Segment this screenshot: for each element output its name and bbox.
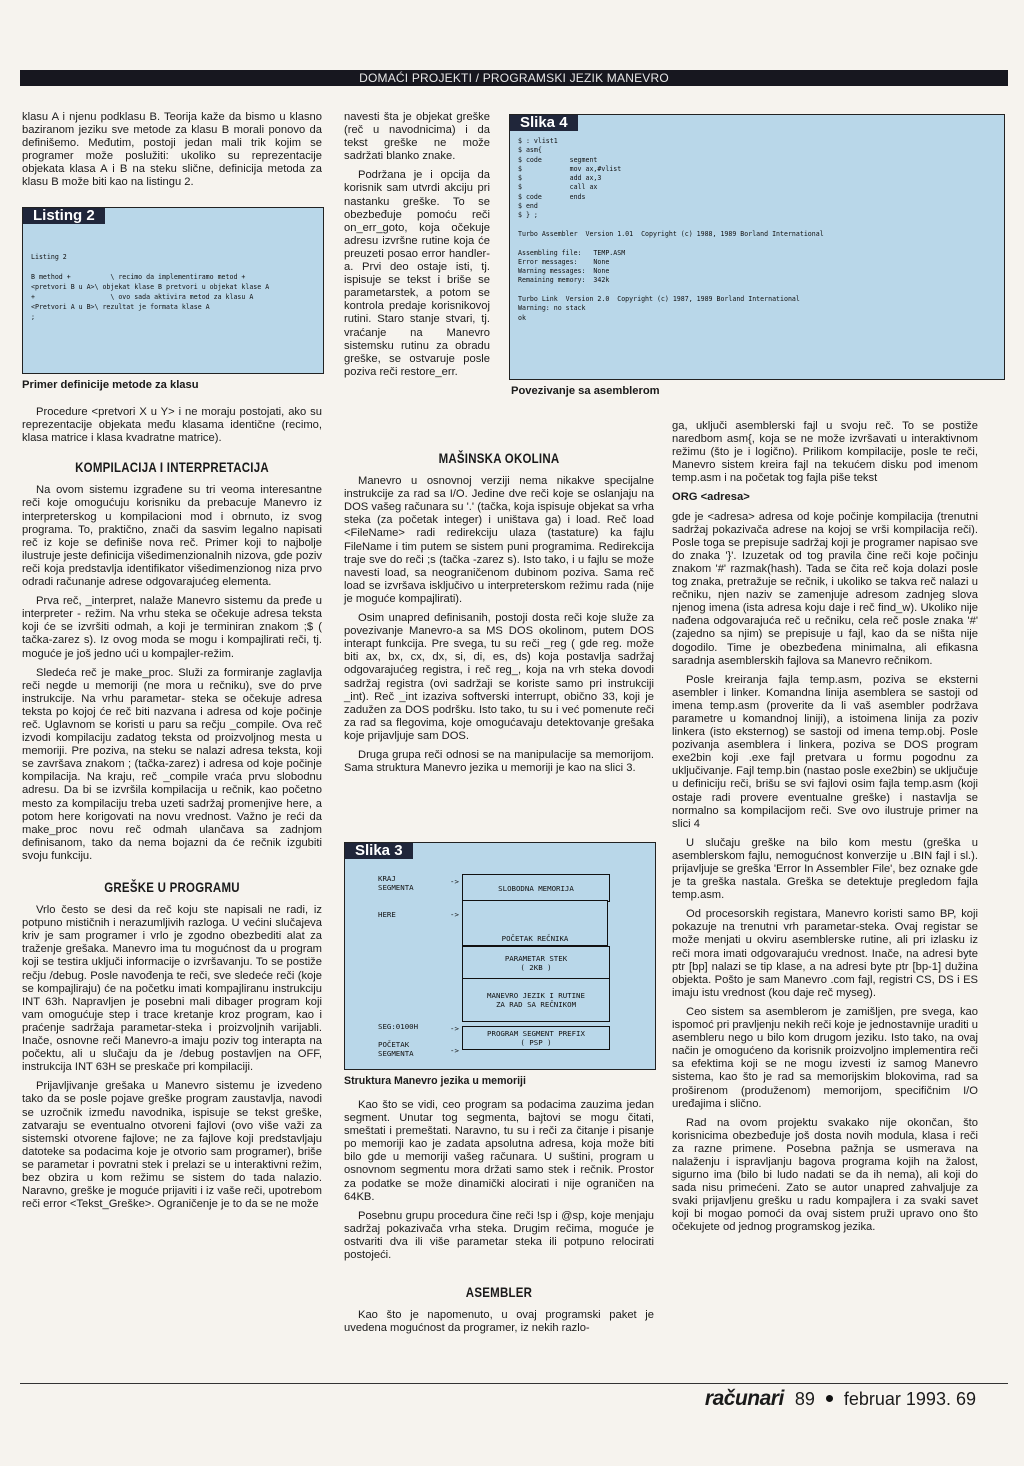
listing-2-caption: Primer definicije metode za klasu <box>22 379 199 391</box>
paragraph: Rad na ovom projektu svakako nije okončan, što korisnicima obezbeđuje još dosta novih modula, klasa i reči za razne primene. Posebna pažnja se usmerava na nalaženju i ispravljanju bagova programa kojih na žalost, sigurno ima (bilo bi ludo nadati se da ih nema), ali koji do sada nisu primećeni. Zato se autor unapred zahvaljuje za svaki prijavljenu grešku u radu kompajlera i za svaki savet koji bi mogao pomoći da ovaj sistem pruži upravo ono što očekujete od jednog programskog jezika. <box>672 1116 978 1234</box>
paragraph: navesti šta je objekat greške (reč u navodnicima) i da tekst greške ne može sadržati blanko znake. <box>344 111 490 163</box>
paragraph: Druga grupa reči odnosi se na manipulacije sa memorijom. Sama struktura Manevro jezika u memoriji je kao na slici 3. <box>344 748 654 775</box>
paragraph: Prijavljivanje grešaka u Manevro sistemu je izvedeno tako da se posle pojave greške program zaustavlja, navodi se uzročnik između navodnika, ispisuje se tekst greške, zatvaraju se eventualno otvoreni fajlovi (ovo više važi za sistemski otvorene fajlove; ne za fajlove koji predstavljaju datoteke sa podacima koje je otvorio sam programer), briše se parametar i povratni stek i prelazi se u interaktivni režim, bez obzira u kom režimu se sistem do tada nalazio. Naravno, greške je moguće prijaviti i iz vaše reči, upotrebom reči error <Tekst_Greške>. Ograničenje je to da se ne može <box>22 1080 322 1211</box>
column-1 <box>22 111 322 196</box>
paragraph: Na ovom sistemu izgrađene su tri veoma interesantne reči koje omogućuju korisniku da prebacuje Manevro iz interpreterskog u kompilacioni mod i obrnuto, iz svog programa. To, praktično, znači da sasvim legalno napisati reč iz koje se definiše nova reč. Primer koji to najbolje ilustruje jeste definicija višedimenzionalnih nizova, gde poziv reči koja predstavlja identifikator višedimenzionog niza prvo odradi računanje adrese odgovarajućeg elementa. <box>22 484 322 589</box>
arrow-seg: -> <box>450 1024 459 1033</box>
memory-free: SLOBODNA MEMORIJA <box>462 874 610 902</box>
slika-3-caption: Struktura Manevro jezika u memoriji <box>344 1075 526 1087</box>
arrow-pocetak: -> <box>450 1046 459 1055</box>
section-header: DOMAĆI PROJEKTI / PROGRAMSKI JEZIK MANEVRO <box>20 70 1008 86</box>
paragraph: ga, uključi asemblerski fajl u svoju reč. To se postiže naredbom asm{, koja se ne može izvršavati u interaktivnom režimu (što je i logično). Prilikom kompilacije, posle te reči, Manevro sistem kreira fajl na tekućem disku pod imenom temp.asm i na početak tog fajla piše tekst <box>672 420 978 485</box>
label-here: HERE <box>378 910 396 919</box>
label-kraj-segmenta: KRAJ SEGMENTA <box>378 874 414 892</box>
bullet-icon <box>826 1395 833 1402</box>
paragraph: Od procesorskih registara, Manevro koristi samo BP, koji pokazuje na trenutni vrh parametar-steka. Ovaj registar se može menjati u okviru asemblerske rutine, ali pri izlasku iz reči mora imati odgovarajuću vrednost. Inače, na adresi byte ptr [bp] nalazi se tip klase, a na adresi byte ptr [bp-1] dužina objekta. Pošto je sam Manevro .com fajl, registri CS, DS i ES imaju istu vrednost (kou daje reč myseg). <box>672 908 978 999</box>
column-2-top <box>344 111 490 385</box>
footer <box>705 1387 976 1411</box>
paragraph: Posle kreiranja fajla temp.asm, poziva se eksterni asembler i linker. Komandna linija asemblera se sastoji od imena temp.asm (proverite da li vaš asembler podržava parametre u komandnoj liniji), a istoimena linija za poziv linkera (isto eksternog) se sastoji od imena temp.obj. Posle pozivanja asemblera i linkera, poziva se DOS program exe2bin koji .exe fajl pretvara u formu pogodnu za uključivanje. Fajl temp.bin (nastao posle exe2bin) se uključuje u definiciju reči, brišu se svi fajlovi osim fajla temp.asm (koji ostaje radi provere eventualne greške) i nastavlja se normalno sa kompilacijom reči. Sve ovo ilustruje primer na slici 4 <box>672 673 978 830</box>
magazine-logo: računari <box>704 1387 784 1410</box>
listing-2-box <box>22 207 324 374</box>
issue-number: 89 <box>794 1389 815 1409</box>
arrow-here: -> <box>450 910 459 919</box>
page-number: 69 <box>955 1389 976 1409</box>
column-3 <box>672 420 978 1241</box>
memory-psp: PROGRAM SEGMENT PREFIX ( PSP ) <box>462 1026 610 1050</box>
paragraph: Podržana je i opcija da korisnik sam utvrdi akciju pri nastanku greške. To se obezbeđuje pomoću reči on_err_goto, koja očekuje adresu izvršne rutine koja će preuzeti posao error handler-a. Prvi deo ostaje isti, tj. ispisuje se tekst i briše se parametarstek, a potom se kontrola predaje korisnikovoj rutini. Staro stanje stvari, tj. vraćanje na Manevro sistemsku rutinu za obradu greške, se ostvaruje posle poziva reči restore_err. <box>344 169 490 378</box>
paragraph: Sledeća reč je make_proc. Služi za formiranje zaglavlja reči negde u memoriji (ne mora u rečniku), sve do prve instrukcije. Na vrhu parametar- steka se očekuje adresa teksta po kojoj će reč biti nazvana i adresa od koje počinje reč. Uglavnom se koristi u paru sa rečju _compile. Ova reč izvodi kompilaciju zadatog teksta od proizvoljnog mesta u memoriji. Pre poziva, na steku se nalazi adresa teksta, koji se završava znakom ; (tačka-zarez) i adresa od koje počinje kompilacija. Na kraju, reč _compile vraća prvu slobodnu adresu. Da bi se izvršila kompilacija u rečnik, kao početno mesto za kompilaciju treba uzeti sadržaj promenjive here, a potom here korigovati na novu vrednost. Važno je reći da make_proc novu reč odmah ulančava sa zadnjom definisanom, tako da nema bojazni da će rečnik izgubiti svoju funkciju. <box>22 666 322 862</box>
listing-2-title: Listing 2 <box>23 208 105 224</box>
memory-language: MANEVRO JEZIK I RUTINE ZA RAD SA REČNIKOM <box>462 978 610 1022</box>
arrow-kraj: -> <box>450 877 459 886</box>
paragraph: gde je <adresa> adresa od koje počinje kompilacija (trenutni sadržaj pokazivača adrese na kojoj se vrši kompilacija reči). Posle toga se prepisuje sadržaj koji je programer napisao sve do znaka '}'. Izuzetak od tog pravila čine reči koje počinju znakom '#' razmak(hash). Tada se čita reč koja dolazi posle tog znaka, pretražuje se rečnik, i ukoliko se takva reč nalazi u rečniku, njen naziv se zamenjuje adresom zadnjeg slova njenog imena (ista adresa koju daje i reč find_w). Ukoliko nije nađena odgovarajuća reč u rečniku, cela reč posle znaka '#' (zajedno sa njim) se prepisuje u fajl, kao da se ništa nije dogodilo. Time je obezbeđena minimalna, ali efikasna saradnja asemblerskih fajlova sa Manevro rečnikom. <box>672 510 978 667</box>
column-1-lower <box>22 406 322 1217</box>
slika-4-caption: Povezivanje sa asemblerom <box>511 385 660 397</box>
org-line: ORG <adresa> <box>672 491 750 504</box>
paragraph: Vrlo često se desi da reč koju ste napisali ne radi, iz potpuno mističnih i nerazumljivih razloga. U većini slučajeva kriv je sam programer i vrlo je zgodno obezbediti alat za traženje grešaka. Manevro ima tu mogućnost da u program koji se testira uključi informacije o izvršavanju. To se postiže rečju /debug. Posle navođenja te reči, sve sledeće reči (koje se kompajliraju) će na početku imati kompajliranu instrukciju INT 63h. Napravljen je posebni mali dibager program koji vam omogućuje step i trace kretanje kroz program, kao i praćenje sadržaja parametar-steka i proizvoljnih varijabli. Inače, osnovne reči Manevro-a imaju poziv tog interapta na počektu, ali u slučaju da je /debug postavljen na OFF, instrukcija INT 63H se preskače pri kompilaciji. <box>22 904 322 1074</box>
paragraph: Osim unapred definisanih, postoji dosta reči koje služe za povezivanje Manevro-a sa MS DOS okolinom, putem DOS interapt funkcija. Pre svega, tu su reči _reg ( gde reg. može biti ax, bx, cx, dx, si, di, es, ds) koja postavlja sadržaj odgovarajućeg registra, i reč reg_, koja na vrh steka dovodi sadržaj registra (ovi sadržaji se koriste samo pri instrukciji _int). Reč _int izaziva softverski interrupt, obično 33, koji je zadužen za DOS podršku. Isto tako, tu su i već pomenute reči za rad sa flegovima, koje omogućavaju detektovanje grešaka koje prijavljuje sam DOS. <box>344 612 654 742</box>
label-pocetak-segmenta: POČETAK SEGMENTA <box>378 1040 414 1058</box>
memory-dictionary: POČETAK REČNIKA <box>462 900 608 946</box>
paragraph: Kao što se vidi, ceo program sa podacima zauzima jedan segment. Unutar tog segmenta, bajtovi se mogu čitati, smeštati i premeštati. Naravno, tu su i reči za čitanje i pisanje po memoriji kao je zadata apsolutna adresa, koja može biti bilo gde u memoriji vašeg računara. U suštini, program u osnovnom segmentu mora držati samo stek i rečnik. Prostor za podatke se može dinamički alocirati i nije ograničen na 64KB. <box>344 1099 654 1203</box>
paragraph: Manevro u osnovnoj verziji nema nikakve specijalne instrukcije za rad sa I/O. Jedine dve reči koje se oslanjaju na DOS vašeg računara su '.' (tačka, koja ispisuje objekat sa vrha steka (za početak integer) i uništava ga) i load. Reč load <FileName> radi redirekciju ulaza (tastature) ka fajlu FileName i tim putem se sistem puni programima. Redirekcija traje sve do reči ;s (tačka -zarez s). Isto tako, i u fajlu se može navesti load, sa neograničenom dubinom poziva. Sama reč load se izvršava isključivo u interpreterskom režimu rada (nije je moguće kompajlirati). <box>344 475 654 605</box>
paragraph: U slučaju greške na bilo kom mestu (greška u asemblerskom fajlu, nemogućnost konverzije u .BIN fajl i sl.). prijavljuje se greška 'Error In Assembler File', bez oznake gde je ta greška nastala. Greška se detektuje pregledom fajla temp.asm. <box>672 836 978 902</box>
issue-date: februar 1993. <box>843 1389 951 1409</box>
slika-4-code: $ : vlist1 $ asm{ $ code segment $ mov ax,#vlist $ add ax,3 $ call ax $ code ends $ end $ } ; Turbo Assembler Version 1.01 Copyright (c) 1988, 1989 Borland International Assembling file: TEMP.ASM Error messages: None Warning messages: None Remaining memory: 342k Turbo Link Version 2.0 Copyright (c) 1987, 1989 Borland International Warning: no stack ok <box>518 137 824 322</box>
paragraph: Posebnu grupu procedura čine reči !sp i @sp, koje menjaju sadržaj pokazivača vrha steka. Drugim rečima, moguće je ostvariti dva ili više parametar steka ili potpuno relocirati postojeći. <box>344 1209 654 1262</box>
paragraph: Kao što je napomenuto, u ovaj programski paket je uvedena mogućnost da programer, iz nekih razlo- <box>344 1309 654 1335</box>
memory-stack: PARAMETAR STEK ( 2KB ) <box>462 946 610 980</box>
heading-greske: GREŠKE U PROGRAMU <box>104 879 240 895</box>
footer-divider <box>20 1383 1008 1384</box>
heading-kompilacija: KOMPILACIJA I INTERPRETACIJA <box>75 459 269 476</box>
label-seg: SEG:0100H <box>378 1022 419 1031</box>
paragraph: Ceo sistem sa asemblerom je zamišljen, pre svega, kao ispomoć pri pravljenju nekih reči koje je jednostavnije uraditi u asembleru nego u bilo kom drugom jeziku. Isto tako, na ovaj način je omogućeno da korisnik proizvoljno implementira reči sa efektima koji se ne mogu izvesti iz samog Manevro sistema, kao što je rad sa memorijskim blokovima, rad sa proširenom (produženom) memorijom, specifičnim I/O uređajima i slično. <box>672 1005 978 1110</box>
paragraph: Prva reč, _interpret, nalaže Manevro sistemu da pređe u interpreter - režim. Na vrhu steka se očekuje adresa teksta koji će se izvršiti odmah, a koji je terminiran znakom ;$ ( tačka-zarez s). Iz ovog moda se mogu i kompajlirati reči, tj. moguće je još jedno ući u kompajler-režim. <box>22 595 322 660</box>
listing-2-code: Listing 2 B method + \ recimo da implementiramo metod + <pretvori B u A>\ objekat klase B pretvori u objekat klase A + \ ovo sada aktivira metod za klasu A <Pretvori A u B>\ rezultat je formata klase A ; <box>31 253 270 321</box>
paragraph: Procedure <pretvori X u Y> i ne moraju postojati, ako su reprezentacije objekata među klasama identične (recimo, klasa matrice i klasa kvadratne matrice). <box>22 406 322 445</box>
column-2-lower <box>344 1099 654 1341</box>
slika-3-title: Slika 3 <box>345 843 413 859</box>
column-2 <box>344 452 654 781</box>
slika-4-box <box>509 114 1005 380</box>
heading-asembler: ASEMBLER <box>465 1284 533 1301</box>
slika-4-title: Slika 4 <box>510 115 578 131</box>
paragraph: klasu A i njenu podklasu B. Teorija kaže da bismo u klasno baziranom jeziku sve metode za klasu B morali ponovo da definišemo. Međutim, postoji jedan mali trik kojim se programer može poslužiti: ukoliko su reprezentacije objekata klasa A i B na steku slične, definicija metoda za klasu B može biti kao na listingu 2. <box>22 111 322 189</box>
heading-masinska: MAŠINSKA OKOLINA <box>438 450 560 466</box>
